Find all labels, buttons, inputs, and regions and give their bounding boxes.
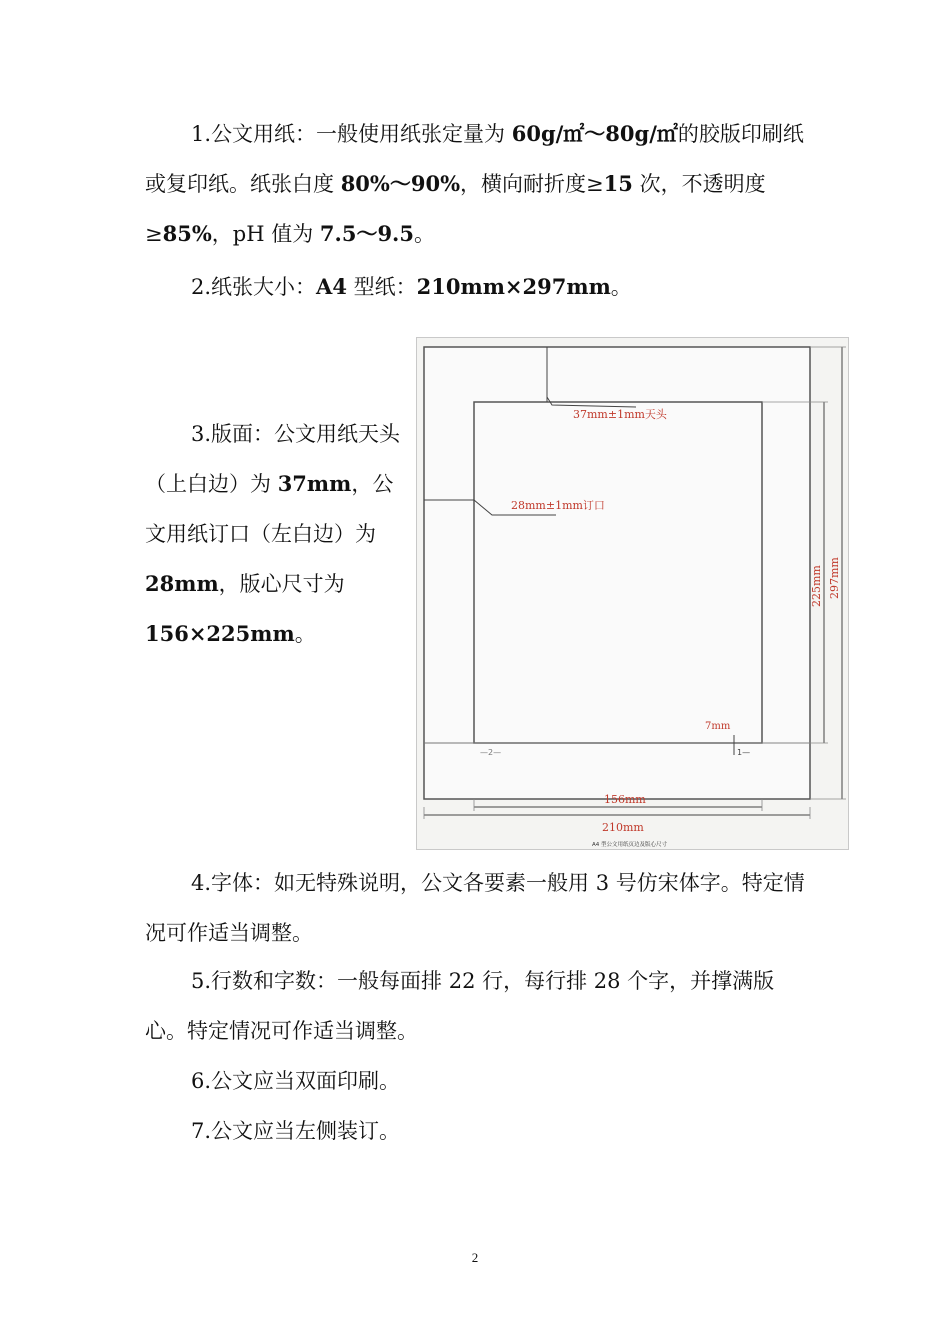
paragraph-lines-chars: 5.行数和字数：一般每面排 22 行，每行排 28 个字，并撑满版心。特定情况可作适当调整。 (145, 969, 775, 1043)
paragraph-duplex: 6.公文应当双面印刷。 (191, 1069, 401, 1093)
page-height-label: 297mm (828, 557, 841, 599)
paragraph-layout: 3.版面：公文用纸天头（上白边）为 37mm，公文用纸订口（左白边）为 28mm，版心尺寸为 156×225mm。 (145, 422, 401, 646)
inner-height-label: 225mm (810, 565, 823, 607)
top-margin-label: 37mm±1mm天头 (573, 408, 667, 421)
paragraph-binding: 7.公文应当左侧装订。 (191, 1119, 401, 1143)
page-mark-left: —2— (480, 748, 502, 757)
inner-width-label: 156mm (604, 793, 646, 806)
page-number: 2 (471, 1250, 479, 1265)
a4-layout-diagram (416, 337, 849, 850)
left-margin-label: 28mm±1mm订口 (511, 499, 605, 512)
paragraph-paper-spec: 1.公文用纸：一般使用纸张定量为 60g/㎡～80g/㎡的胶版印刷纸或复印纸。纸张白度 80%～90%，横向耐折度≥15 次，不透明度≥85%，pH 值为 7.5～9.5。 (145, 121, 804, 246)
page-mark-right: 1— (737, 748, 751, 757)
paragraph-paper-size: 2.纸张大小：A4 型纸：210mm×297mm。 (191, 274, 632, 299)
page-width-label: 210mm (602, 821, 644, 834)
footer-gap-label: 7mm (705, 721, 731, 732)
diagram-caption: A4 型公文用纸页边及版心尺寸 (592, 842, 668, 848)
paragraph-font: 4.字体：如无特殊说明，公文各要素一般用 3 号仿宋体字。特定情况可作适当调整。 (145, 871, 805, 945)
